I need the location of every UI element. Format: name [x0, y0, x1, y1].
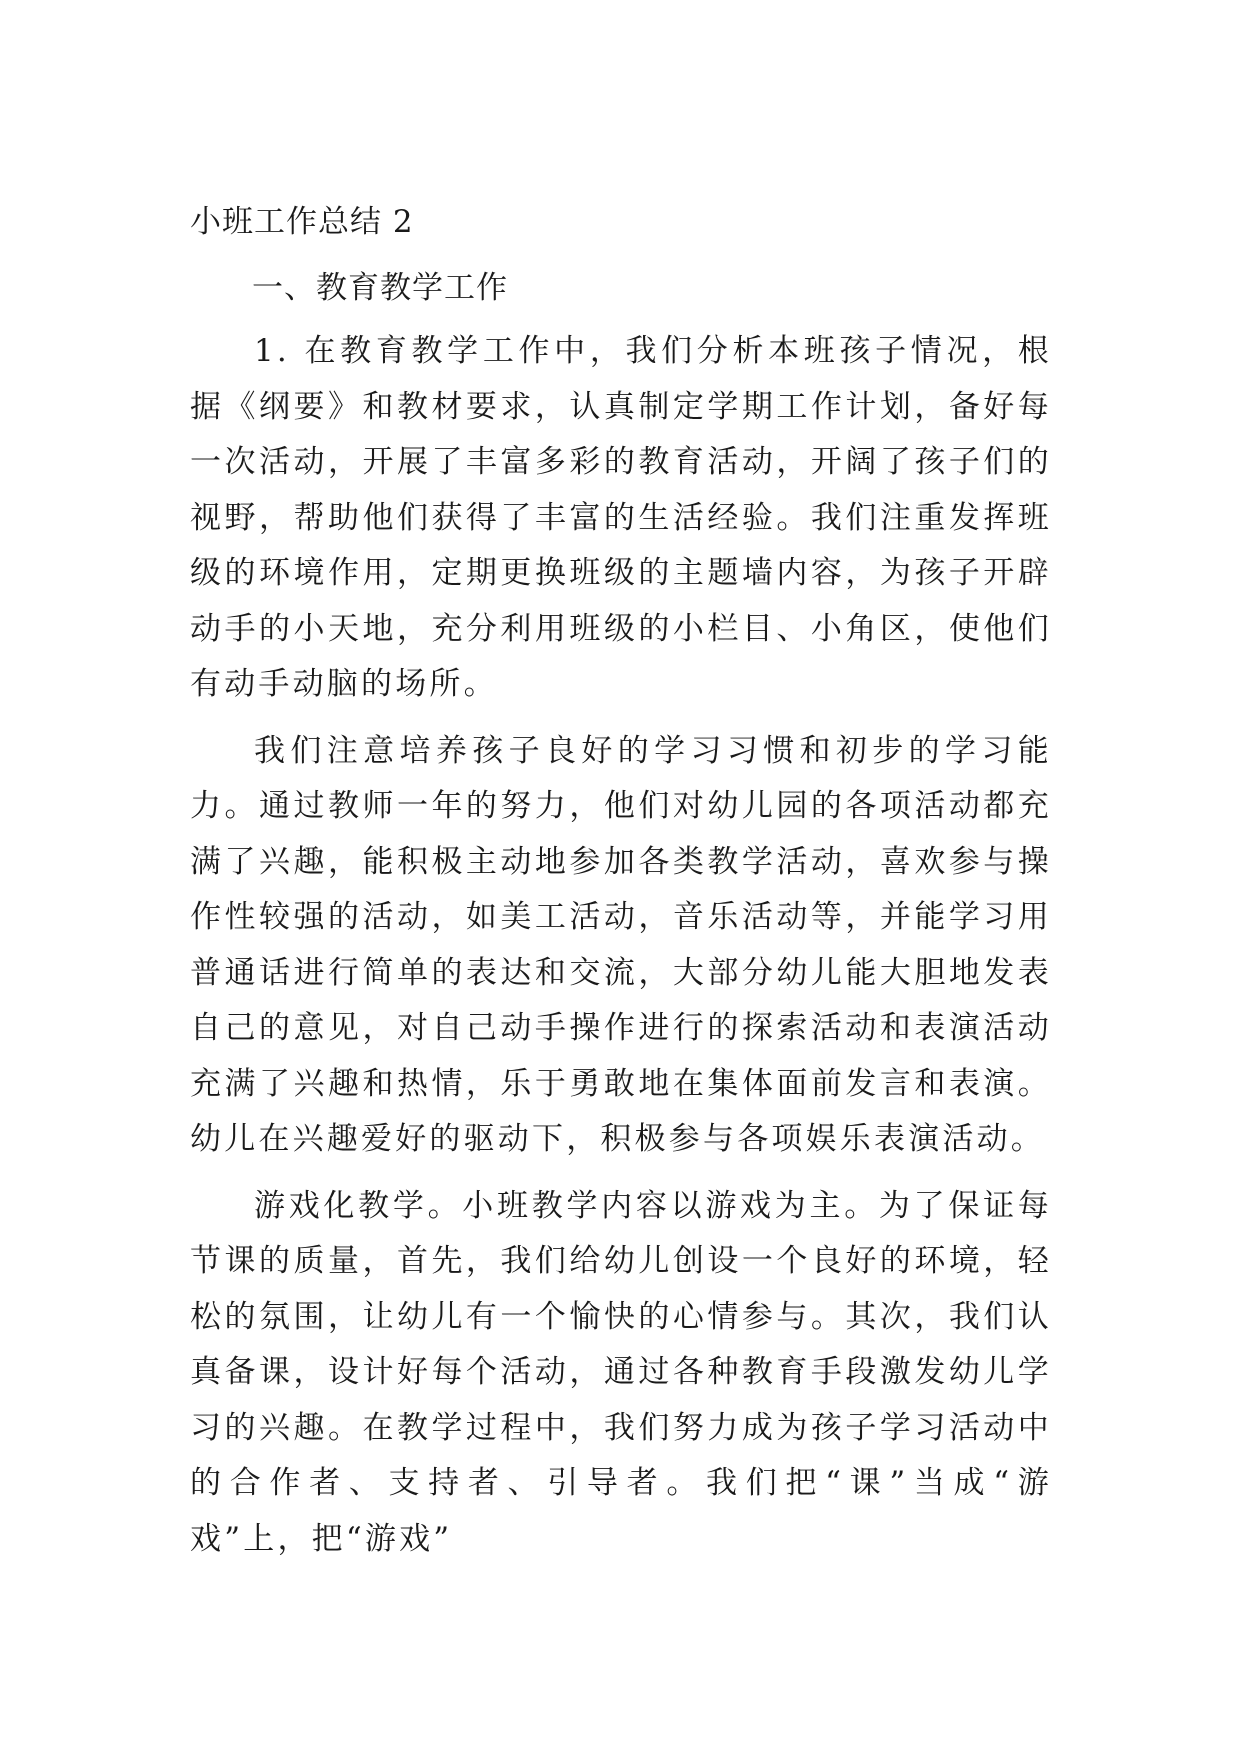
paragraph-study-habits: 我们注意培养孩子良好的学习习惯和初步的学习能力。通过教师一年的努力，他们对幼儿园的各项活动都充满了兴趣，能积极主动地参加各类教学活动，喜欢参与操作性较强的活动，如美工活动，音乐活动等，并能学习用普通话进行简单的表达和交流，大部分幼儿能大胆地发表自己的意见，对自己动手操作进行的探索活动和表演活动充满了兴趣和热情，乐于勇敢地在集体面前发言和表演。幼儿在兴趣爱好的驱动下，积极参与各项娱乐表演活动。	[190, 732, 1052, 1157]
paragraph-planning: 1. 在教育教学工作中，我们分析本班孩子情况，根据《纲要》和教材要求，认真制定学期工作计划，备好每一次活动，开展了丰富多彩的教育活动，开阔了孩子们的视野，帮助他们获得了丰富的生活经验。我们注重发挥班级的环境作用，定期更换班级的主题墙内容，为孩子开辟动手的小天地，充分利用班级的小栏目、小角区，使他们有动手动脑的场所。	[190, 333, 1052, 702]
document-body	[190, 196, 1052, 1567]
paragraph-game-teaching: 游戏化教学。小班教学内容以游戏为主。为了保证每节课的质量，首先，我们给幼儿创设一个良好的环境，轻松的氛围，让幼儿有一个愉快的心情参与。其次，我们认真备课，设计好每个活动，通过各种教育手段激发幼儿学习的兴趣。在教学过程中，我们努力成为孩子学习活动中的合作者、支持者、引导者。我们把“课”当成“游戏”上，把“游戏”	[190, 1187, 1052, 1557]
document-title: 小班工作总结 2	[190, 204, 414, 240]
section-heading: 一、教育教学工作	[252, 270, 508, 306]
